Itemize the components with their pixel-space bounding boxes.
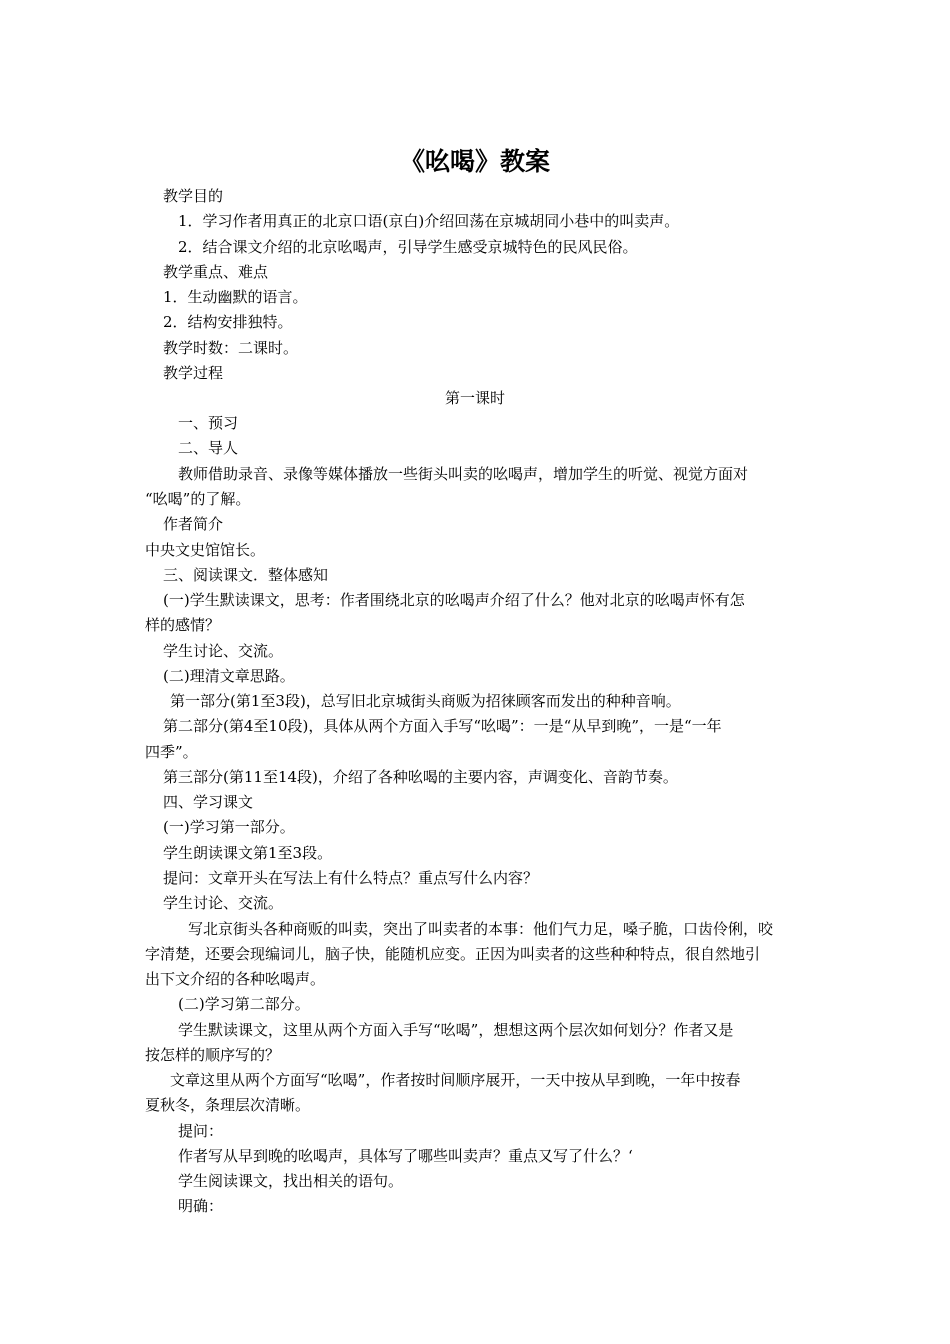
text-line: 作者简介 [163,515,224,533]
text-line: 教学目的 [163,187,224,205]
text-line: 教学重点、难点 [163,263,269,281]
text-line: 字清楚，还要会现编词儿，脑子快，能随机应变。正因为叫卖者的这些种种特点，很自然地引 [145,945,761,963]
text-line: 第三部分(第11至14段)，介绍了各种吆喝的主要内容，声调变化、音韵节奏。 [163,768,678,786]
section-heading: 第一课时 [444,389,505,407]
text-line: 教学过程 [163,364,224,382]
text-line: 第二部分(第4至10段)，具体从两个方面入手写“吆喝”：一是“从早到晚”，一是“一年 [163,717,722,735]
text-line: 1．生动幽默的语言。 [163,288,308,306]
text-line: 教学时数：二课时。 [163,339,299,357]
text-line: 1．学习作者用真正的北京口语(京白)介绍回荡在京城胡同小巷中的叫卖声。 [178,212,680,230]
text-line: 一、预习 [178,414,239,432]
text-line: (一)学习第一部分。 [163,818,295,836]
text-line: 第一部分(第1至3段)，总写旧北京城街头商贩为招徕顾客而发出的种种音响。 [170,692,681,710]
text-line: 样的感情？ [145,616,221,634]
text-line: 四、学习课文 [163,793,254,811]
text-line: 夏秋冬，条理层次清晰。 [145,1096,311,1114]
document-title: 《吆喝》教案 [399,147,550,176]
text-line: 教师借助录音、录像等媒体播放一些街头叫卖的吆喝声，增加学生的听觉、视觉方面对 [178,465,749,483]
text-line: “吆喝”的了解。 [145,490,251,508]
text-line: 学生朗读课文第1至3段。 [163,844,333,862]
text-line: 写北京街头各种商贩的叫卖，突出了叫卖者的本事：他们气力足，嗓子脆，口齿伶俐，咬 [188,920,774,938]
text-line: 学生讨论、交流。 [163,894,284,912]
text-line: 文章这里从两个方面写“吆喝”，作者按时间顺序展开，一天中按从早到晚，一年中按春 [170,1071,741,1089]
text-line: 三、阅读课文．整体感知 [163,566,329,584]
text-line: (一)学生默读课文，思考：作者围绕北京的吆喝声介绍了什么？他对北京的吆喝声怀有怎 [163,591,745,609]
text-line: 作者写从早到晚的吆喝声，具体写了哪些叫卖声？重点又写了什么？‘ [178,1147,633,1165]
text-line: 二、导人 [178,439,239,457]
text-line: 明确： [178,1197,224,1215]
text-line: 中央文史馆馆长。 [145,541,266,559]
text-line: (二)学习第二部分。 [178,995,310,1013]
text-line: 学生默读课文，这里从两个方面入手写“吆喝”，想想这两个层次如何划分？作者又是 [178,1021,734,1039]
text-line: 提问： [178,1122,224,1140]
text-line: (二)理清文章思路。 [163,667,295,685]
text-line: 2．结合课文介绍的北京吆喝声，引导学生感受京城特色的民风民俗。 [178,238,638,256]
text-line: 出下文介绍的各种吆喝声。 [145,970,326,988]
text-line: 学生讨论、交流。 [163,642,284,660]
text-line: 提问：文章开头在写法上有什么特点？重点写什么内容？ [163,869,539,887]
text-line: 四季”。 [145,743,198,761]
text-line: 学生阅读课文，找出相关的语句。 [178,1172,404,1190]
text-line: 按怎样的顺序写的？ [145,1046,281,1064]
text-line: 2．结构安排独特。 [163,313,293,331]
